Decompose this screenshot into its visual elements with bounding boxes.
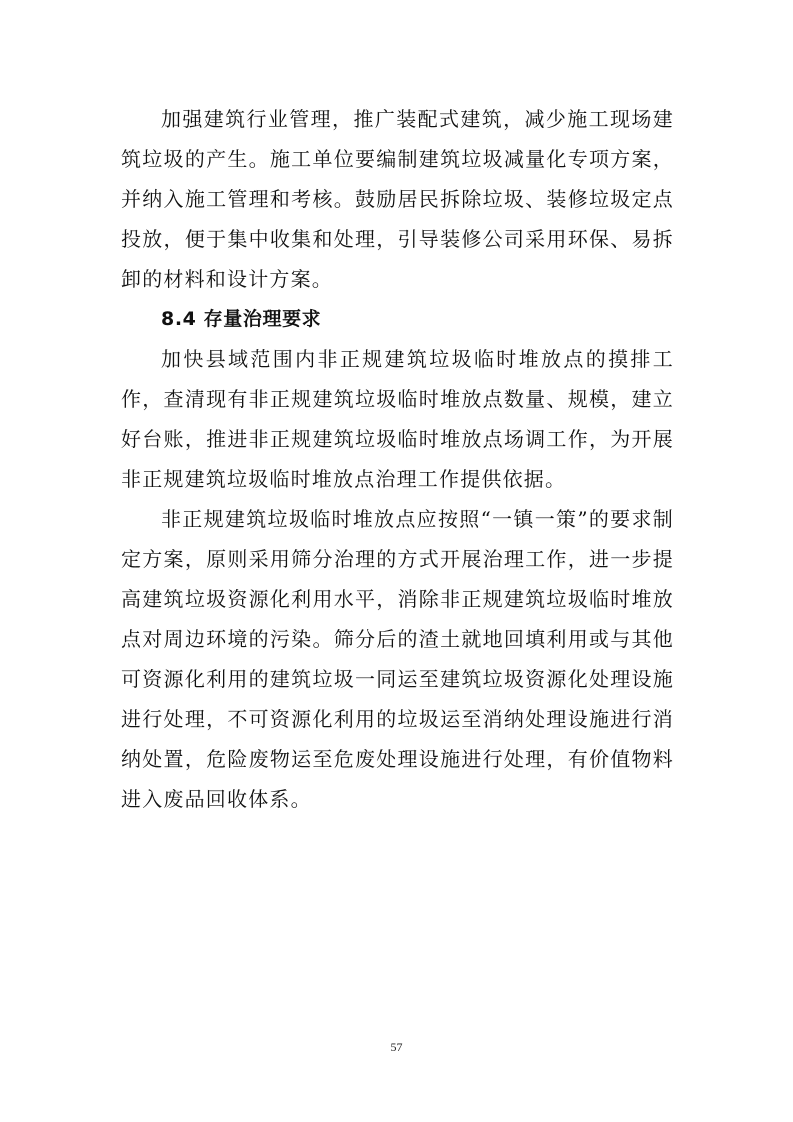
page-body: [121, 99, 674, 819]
paragraph-treatment: 非正规建筑垃圾临时堆放点应按照“一镇一策”的要求制定方案，原则采用筛分治理的方式开展治理工作，进一步提高建筑垃圾资源化利用水平，消除非正规建筑垃圾临时堆放点对周边环境的污染。筛分后的渣土就地回填利用或与其他可资源化利用的建筑垃圾一同运至建筑垃圾资源化处理设施进行处理，不可资源化利用的垃圾运至消纳处理设施进行消纳处置，危险废物运至危废处理设施进行处理，有价值物料进入废品回收体系。: [121, 507, 674, 811]
page-number: 57: [390, 1040, 403, 1054]
paragraph-survey: 加快县域范围内非正规建筑垃圾临时堆放点的摸排工作，查清现有非正规建筑垃圾临时堆放点数量、规模，建立好台账，推进非正规建筑垃圾临时堆放点场调工作，为开展非正规建筑垃圾临时堆放点治理工作提供依据。: [121, 347, 674, 491]
paragraph-industry-management: 加强建筑行业管理，推广装配式建筑，减少施工现场建筑垃圾的产生。施工单位要编制建筑垃圾减量化专项方案，并纳入施工管理和考核。鼓励居民拆除垃圾、装修垃圾定点投放，便于集中收集和处理，引导装修公司采用环保、易拆卸的材料和设计方案。: [121, 107, 674, 291]
section-heading: 8.4 存量治理要求: [161, 308, 322, 330]
